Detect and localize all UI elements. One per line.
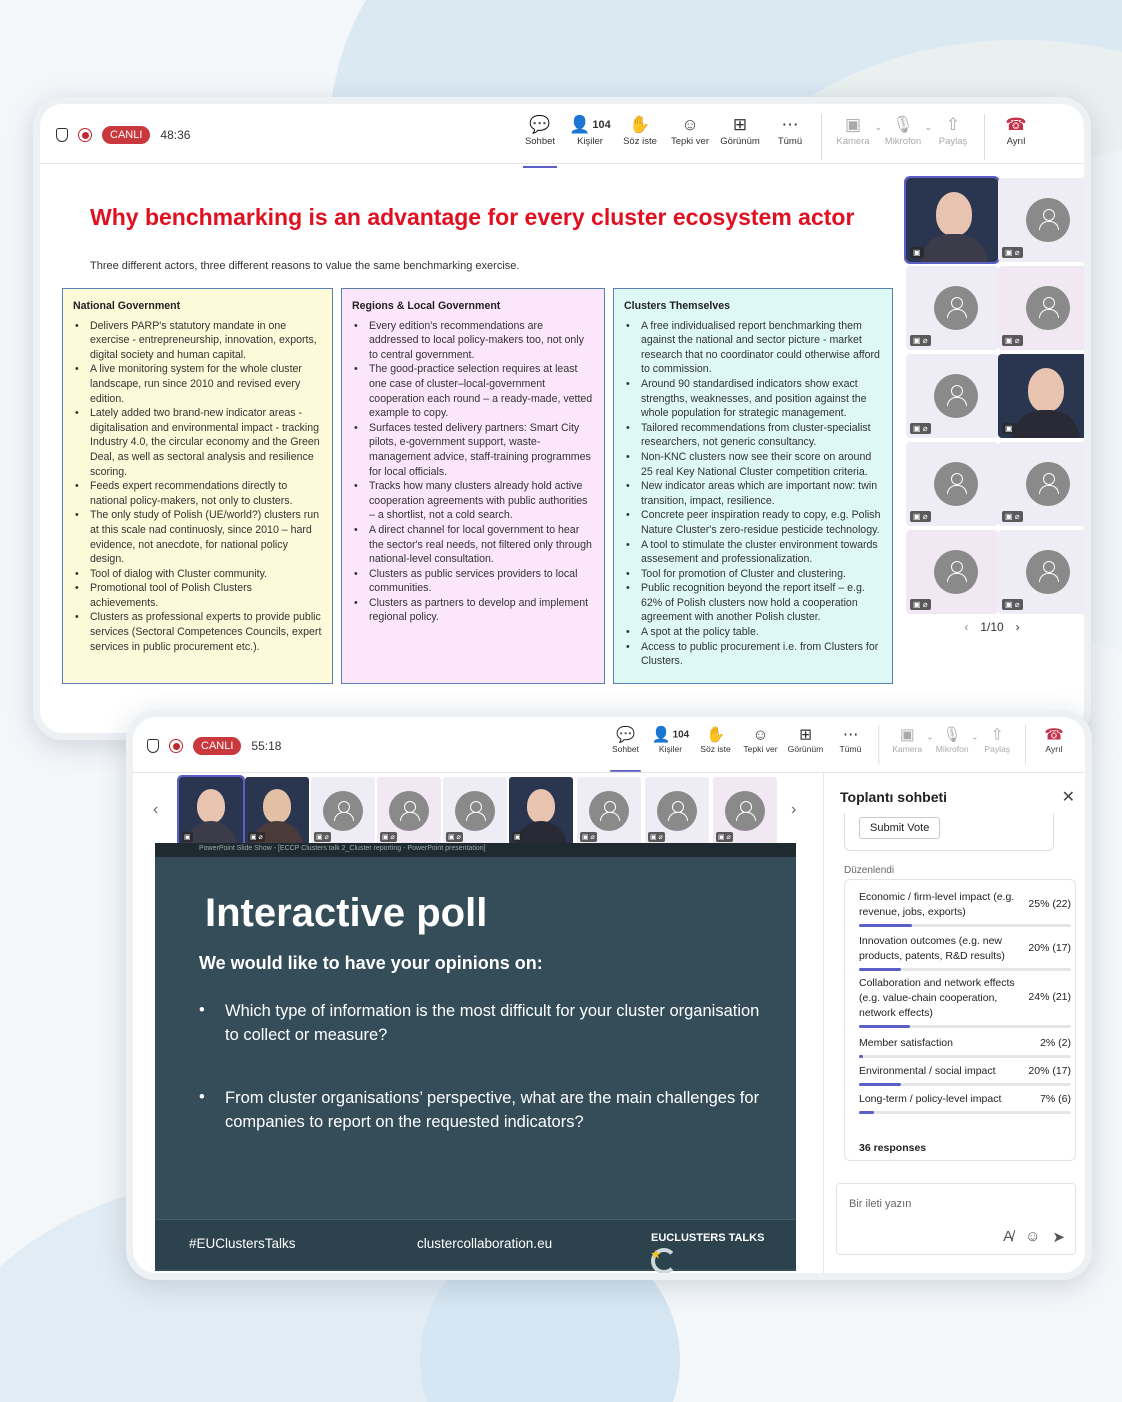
chevron-down-icon[interactable]: ⌄ (874, 122, 882, 132)
column-heading: National Government (73, 300, 181, 312)
people-button[interactable] (648, 725, 693, 765)
participant-body (920, 234, 988, 262)
people-icon: 👤 (569, 115, 591, 134)
toolbar-divider (984, 114, 985, 160)
toolbar-label: Sohbet (611, 744, 640, 755)
view-icon: ⊞ (799, 725, 812, 743)
send-icon[interactable]: ➤ (1052, 1229, 1065, 1246)
message-input[interactable]: Bir ileti yazın (849, 1198, 912, 1210)
chevron-left-icon[interactable]: ‹ (964, 620, 969, 634)
participant-face (936, 192, 972, 236)
share-button[interactable] (928, 114, 978, 160)
raise-hand-button[interactable] (693, 725, 738, 765)
participant-tile[interactable] (645, 777, 709, 845)
column-item: • New indicator areas which are important now: twin transition, impact, resilience. (624, 479, 882, 508)
poll-option (859, 1036, 1071, 1051)
slide-subtitle: We would like to have your opinions on: (199, 953, 543, 973)
share-icon: ⇧ (990, 725, 1004, 743)
mic-off-icon: ▣ ⌀ (1002, 247, 1023, 258)
column-item: • A tool to stimulate the cluster environment towards assesement and professionalization. (624, 538, 882, 567)
participant-tile-video[interactable] (509, 777, 573, 845)
avatar-icon (1026, 286, 1070, 330)
poll-results-card (844, 879, 1076, 1161)
column-item: • Tool of dialog with Cluster community. (73, 567, 322, 582)
camera-icon: ▣ (514, 834, 521, 841)
chevron-right-icon[interactable]: › (791, 801, 797, 818)
poll-option-result: 7% (6) (1040, 1093, 1071, 1105)
poll-progress-bar (859, 1083, 1071, 1086)
toolbar-label: Görünüm (787, 744, 824, 755)
avatar-icon (1026, 198, 1070, 242)
column-item: • A spot at the policy table. (624, 625, 882, 640)
column-item: • Surfaces tested delivery partners: Smart City pilots, e-government support, waste-management advice, staff-training programmes for local officials. (352, 421, 594, 479)
toolbar-label: Mikrofon (884, 136, 922, 147)
footer-hashtag: #EUClustersTalks (189, 1236, 296, 1251)
poll-progress-bar (859, 924, 1071, 927)
shared-slide (52, 170, 898, 740)
recording-icon (78, 128, 92, 142)
composer-actions (1003, 1228, 1065, 1246)
column-item: • Tracks how many clusters already hold active cooperation agreements with public authorities – a shortlist, not a cold search. (352, 479, 594, 523)
column-item: • Tool for promotion of Cluster and clustering. (624, 567, 882, 582)
participant-count: 104 (672, 729, 690, 741)
avatar-icon (934, 374, 978, 418)
vote-card (844, 813, 1054, 851)
format-icon[interactable]: A̸ (1003, 1228, 1014, 1245)
leave-button[interactable] (1031, 725, 1076, 765)
poll-option-label: Economic / firm-level impact (e.g. revenue, jobs, exports) (859, 891, 1015, 918)
toolbar-label: Paylaş (984, 744, 1011, 755)
toolbar-label: Sohbet (524, 136, 556, 147)
gallery-pager (902, 620, 1082, 634)
edited-label: Düzenlendi (844, 865, 895, 876)
camera-button[interactable] (828, 114, 882, 160)
participant-count: 104 (592, 119, 611, 131)
column-item: • Clusters as professional experts to provide public services (Sectoral Competences Councils, expert services in public procurement etc.). (73, 610, 322, 654)
slide-footer (155, 1219, 796, 1269)
column-item: • Delivers PARP's statutory mandate in one exercise - entrepreneurship, innovation, exports, digital society and human capital. (73, 319, 322, 363)
poll-progress-fill (859, 1083, 901, 1086)
column-clusters (613, 288, 893, 684)
participant-face (197, 789, 225, 823)
react-icon: ☺ (752, 725, 769, 743)
column-item: • A live monitoring system for the whole cluster landscape, run since 2010 and revised every edition. (73, 362, 322, 406)
participant-body (515, 821, 567, 845)
toolbar-label: Ayrıl (1045, 744, 1063, 755)
column-item: • Feeds expert recommendations directly to national policy-makers, not only to clusters. (73, 479, 322, 508)
camera-icon: ▣ (1002, 423, 1016, 434)
toolbar-label: Söz iste (700, 744, 731, 755)
page-indicator: 1/10 (980, 620, 1004, 634)
participant-tile[interactable] (906, 266, 998, 350)
toolbar-label: Kamera (892, 744, 923, 755)
live-badge: CANLI (193, 737, 241, 755)
mic-off-icon: ▣ ⌀ (382, 834, 395, 841)
toolbar-label: Tepki ver (670, 136, 709, 147)
poll-progress-fill (859, 1111, 874, 1114)
camera-button[interactable] (885, 725, 934, 765)
poll-progress-bar (859, 1025, 1071, 1028)
slide-title: Why benchmarking is an advantage for every cluster ecosystem actor (90, 204, 855, 230)
chat-icon: 💬 (615, 725, 636, 743)
toolbar-label: Görünüm (720, 136, 760, 147)
mic-off-icon: ▣ ⌀ (718, 834, 731, 841)
poll-option-label: Innovation outcomes (e.g. new products, patents, R&D results) (859, 935, 1005, 962)
logo-text-right: TALKS (728, 1232, 765, 1244)
mic-off-icon: ▣ ⌀ (910, 423, 931, 434)
participant-gallery (902, 178, 1082, 638)
meeting-timer: 55:18 (251, 739, 282, 753)
meeting-chat-panel (823, 773, 1087, 1280)
poll-option (859, 934, 1071, 964)
column-item: • Promotional tool of Polish Clusters achievements. (73, 581, 322, 610)
avatar-icon (657, 791, 697, 831)
avatar-icon (1026, 462, 1070, 506)
recording-icon (169, 739, 183, 753)
column-item: • A direct channel for local government to hear the sector's real needs, not filtered only through national-level consultation. (352, 523, 594, 567)
participant-body (1012, 410, 1080, 438)
chat-icon: 💬 (529, 115, 551, 134)
toolbar-divider (1025, 725, 1026, 765)
poll-option-label: Collaboration and network effects (e.g. value-chain cooperation, network effects) (859, 977, 1015, 1019)
mic-icon: 🎙 (892, 115, 914, 134)
mic-off-icon: ▣ ⌀ (910, 511, 931, 522)
leave-icon: ☎ (1044, 725, 1064, 743)
shield-icon (56, 128, 68, 142)
column-regions (341, 288, 605, 684)
column-national-government (62, 288, 333, 684)
mic-off-icon: ▣ ⌀ (448, 834, 461, 841)
poll-progress-bar (859, 1055, 1071, 1058)
participant-tile[interactable] (998, 530, 1090, 614)
raise-hand-icon: ✋ (705, 725, 726, 743)
toolbar-label: Kişiler (577, 136, 603, 147)
emoji-icon[interactable]: ☺ (1025, 1228, 1041, 1245)
mic-off-icon: ▣ ⌀ (650, 834, 663, 841)
mic-off-icon: ▣ ⌀ (250, 834, 263, 841)
participant-face (527, 789, 555, 823)
avatar-icon (934, 462, 978, 506)
view-button[interactable] (783, 725, 828, 765)
column-item: • Clusters as partners to develop and implement regional policy. (352, 596, 594, 625)
column-item: • Concrete peer inspiration ready to copy, e.g. Polish Nature Cluster's zero-residue pesticide technology. (624, 508, 882, 537)
react-button[interactable] (738, 725, 783, 765)
slide-title: Interactive poll (205, 891, 488, 935)
people-icon: 👤 (651, 725, 671, 743)
slide-bullet: • Which type of information is the most difficult for your cluster organisation to collect or measure? (225, 999, 765, 1047)
chat-title: Toplantı sohbeti (840, 789, 948, 805)
meeting-window-top (33, 97, 1091, 740)
column-item: • The good-practice selection requires at least one case of cluster–local-government cooperation each round – a ready-made, vetted example to copy. (352, 362, 594, 420)
poll-option-label: Member satisfaction (859, 1037, 953, 1049)
column-item: • Non-KNC clusters now see their score on around 25 real Key National Cluster competition criteria. (624, 450, 882, 479)
poll-progress-fill (859, 968, 901, 971)
participant-tile[interactable] (311, 777, 375, 845)
toolbar-label: Ayrıl (1006, 136, 1026, 147)
avatar-icon (589, 791, 629, 831)
meeting-toolbar (40, 104, 1084, 164)
raise-hand-button[interactable] (615, 114, 665, 160)
poll-option-result: 20% (17) (1028, 942, 1071, 954)
avatar-icon (725, 791, 765, 831)
close-icon[interactable]: ✕ (1061, 789, 1075, 806)
camera-icon: ▣ (899, 725, 915, 743)
more-button[interactable] (828, 725, 873, 765)
participant-tile[interactable] (906, 442, 998, 526)
slide-bullet: • From cluster organisations’ perspective, what are the main challenges for companies to report on the requested indicators? (225, 1086, 765, 1134)
column-heading: Clusters Themselves (624, 300, 730, 312)
participant-tile-video[interactable] (998, 354, 1090, 438)
toolbar-label: Kişiler (658, 744, 683, 755)
participant-strip (145, 775, 813, 849)
shield-icon (147, 739, 159, 753)
poll-progress-fill (859, 924, 912, 927)
participant-tile-video[interactable] (906, 178, 998, 262)
more-icon: ⋯ (842, 725, 859, 743)
poll-option-label: Long-term / policy-level impact (859, 1093, 1002, 1105)
mic-off-icon: ▣ ⌀ (910, 599, 931, 610)
participant-tile[interactable] (577, 777, 641, 845)
poll-progress-fill (859, 1055, 863, 1058)
toolbar-label: Tümü (777, 136, 803, 147)
poll-option (859, 890, 1071, 920)
share-icon: ⇧ (945, 115, 961, 134)
avatar-icon (1026, 550, 1070, 594)
poll-option (859, 976, 1071, 1021)
poll-option-result: 25% (22) (1028, 898, 1071, 910)
participant-tile[interactable] (906, 530, 998, 614)
more-icon: ⋯ (781, 115, 799, 134)
column-item: • Lately added two brand-new indicator areas - digitalisation and environmental impact - tracking Industry 4.0, the circular economy and the Green Deal, as well as sectoral analysis and resilience scoring. (73, 406, 322, 479)
euclusters-talks-logo (651, 1232, 765, 1261)
people-button[interactable] (565, 114, 615, 160)
mic-button[interactable] (930, 725, 979, 765)
more-button[interactable] (765, 114, 815, 160)
view-button[interactable] (715, 114, 765, 160)
leave-button[interactable] (991, 114, 1041, 160)
participant-tile[interactable] (377, 777, 441, 845)
submit-vote-button[interactable]: Submit Vote (859, 817, 940, 839)
mic-icon: 🎙 (942, 725, 962, 743)
avatar-icon (323, 791, 363, 831)
toolbar-label: Tümü (839, 744, 862, 755)
react-icon: ☺ (681, 115, 699, 134)
chevron-right-icon[interactable]: › (1015, 620, 1020, 634)
toolbar-label: Kamera (836, 136, 870, 147)
column-item: • Clusters as public services providers to local communities. (352, 567, 594, 596)
toolbar-actions (515, 114, 1041, 160)
meeting-status (56, 126, 190, 144)
meeting-timer: 48:36 (160, 128, 191, 142)
star-icon: ★ (651, 1249, 661, 1261)
leave-icon: ☎ (1005, 115, 1027, 134)
participant-tile[interactable] (906, 354, 998, 438)
participant-tile[interactable] (998, 266, 1090, 350)
toolbar-label: Söz iste (623, 136, 657, 147)
participant-face (263, 789, 291, 823)
participant-face (1028, 368, 1064, 412)
poll-option (859, 1064, 1071, 1079)
chevron-down-icon[interactable]: ⌄ (926, 732, 934, 742)
participant-tile-video[interactable] (245, 777, 309, 845)
column-item: • Public recognition beyond the report itself – e.g. 62% of Polish clusters now hold a cooperation agreement with another Polish cluster. (624, 581, 882, 625)
toolbar-divider (821, 114, 822, 160)
column-item: • Access to public procurement i.e. from Clusters for Clusters. (624, 640, 882, 669)
poll-responses: 36 responses (859, 1142, 927, 1154)
chevron-left-icon[interactable]: ‹ (153, 801, 159, 818)
message-composer[interactable] (836, 1183, 1076, 1255)
mic-off-icon: ▣ ⌀ (1002, 335, 1023, 346)
chat-button[interactable] (603, 725, 648, 765)
mic-button[interactable] (878, 114, 932, 160)
poll-option-result: 24% (21) (1028, 991, 1071, 1003)
mic-off-icon: ▣ ⌀ (1002, 599, 1023, 610)
mic-off-icon: ▣ ⌀ (910, 335, 931, 346)
column-item: • Around 90 standardised indicators show exact strengths, weaknesses, and position against the whole population for strategic management. (624, 377, 882, 421)
toolbar-label: Paylaş (938, 136, 968, 147)
camera-icon: ▣ (844, 115, 862, 134)
meeting-toolbar (133, 717, 1085, 773)
participant-tile-video[interactable] (179, 777, 243, 845)
participant-body (185, 821, 237, 845)
avatar-icon (934, 550, 978, 594)
meeting-status (147, 737, 281, 755)
poll-option-result: 2% (2) (1040, 1037, 1071, 1049)
avatar-icon (389, 791, 429, 831)
meeting-window-bottom (126, 710, 1092, 1280)
avatar-icon (934, 286, 978, 330)
column-item: • A free individualised report benchmarking them against the national and sector picture - market research that no coordinator could otherwise afford to commission. (624, 319, 882, 377)
poll-progress-bar (859, 1111, 1071, 1114)
slide-subtitle: Three different actors, three different reasons to value the same benchmarking exercise. (90, 260, 520, 272)
participant-tile[interactable] (998, 442, 1090, 526)
mic-off-icon: ▣ ⌀ (582, 834, 595, 841)
toolbar-actions (603, 725, 1076, 765)
logo-text-left: EUCLUSTERS (651, 1232, 726, 1244)
mic-off-icon: ▣ ⌀ (1002, 511, 1023, 522)
camera-icon: ▣ (910, 247, 924, 258)
participant-tile[interactable] (443, 777, 507, 845)
chevron-down-icon[interactable]: ⌄ (971, 732, 979, 742)
poll-option (859, 1092, 1071, 1107)
avatar-icon (455, 791, 495, 831)
chevron-down-icon[interactable]: ⌄ (924, 122, 932, 132)
raise-hand-icon: ✋ (629, 115, 651, 134)
poll-option-result: 20% (17) (1028, 1065, 1071, 1077)
chat-button[interactable] (515, 114, 565, 160)
toolbar-divider (878, 725, 879, 765)
live-badge: CANLI (102, 126, 150, 144)
column-item: • Tailored recommendations from cluster-specialist researchers, not generic consultancy. (624, 421, 882, 450)
view-icon: ⊞ (732, 115, 748, 134)
toolbar-label: Tepki ver (743, 744, 778, 755)
poll-option-label: Environmental / social impact (859, 1065, 996, 1077)
poll-progress-fill (859, 1025, 910, 1028)
toolbar-label: Mikrofon (935, 744, 969, 755)
camera-icon: ▣ (184, 834, 191, 841)
mic-off-icon: ▣ ⌀ (316, 834, 329, 841)
slide-window-title: PowerPoint Slide Show - [ECCP Clusters talk 2_Cluster reporting - PowerPoint presentation] (155, 843, 796, 857)
react-button[interactable] (665, 114, 715, 160)
shared-slide (155, 843, 796, 1271)
column-heading: Regions & Local Government (352, 300, 501, 312)
column-item: • Every edition's recommendations are addressed to local policy-makers too, not only to central government. (352, 319, 594, 363)
participant-tile[interactable] (713, 777, 777, 845)
column-item: • The only study of Polish (UE/world?) clusters run at this scale nad continuosly, since 2010 – hard evidence, not anecdote, for national policy design. (73, 508, 322, 566)
participant-tile[interactable] (998, 178, 1090, 262)
footer-site: clustercollaboration.eu (417, 1236, 553, 1251)
share-button[interactable] (975, 725, 1020, 765)
poll-progress-bar (859, 968, 1071, 971)
